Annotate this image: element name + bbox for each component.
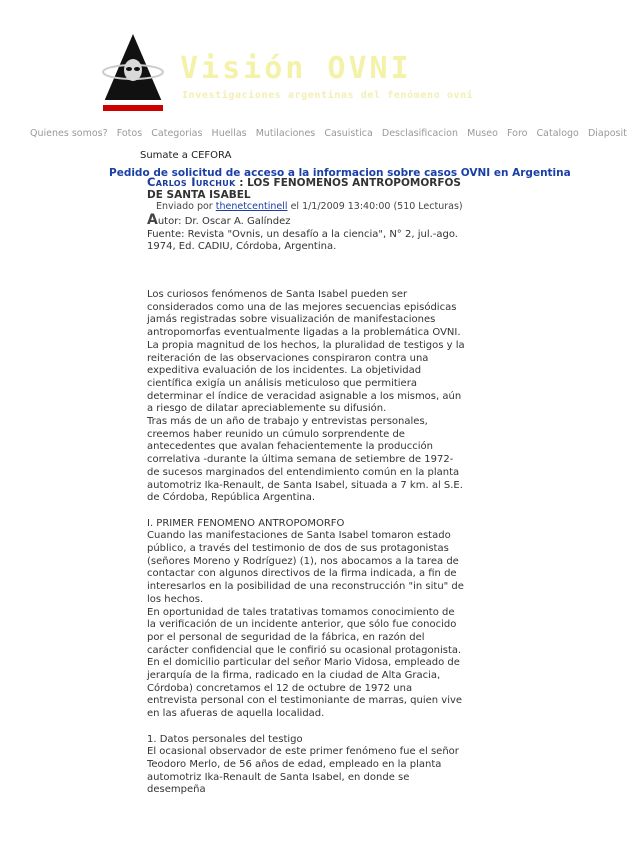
nav-item-categorias[interactable]: Categorias — [151, 128, 203, 139]
article-title-text: LOS FENOMENOS ANTROPOMORFOS DE SANTA ISABEL — [147, 177, 461, 201]
section-heading: I. PRIMER FENOMENO ANTROPOMORFO — [147, 517, 345, 529]
paragraph: La propia magnitud de los hechos, la pluralidad de testigos y la reiteración de las observaciones conspiraron contra una expeditiva evaluación de los incidentes. La objetividad científica exigía un análisis meticuloso que permitiera determinar el índice de veracidad asignable a los mismos, aún a riesgo de dilatar apreciablemente su difusión. — [147, 339, 465, 415]
spacer — [147, 505, 465, 518]
paragraph: En el domicilio particular del señor Mario Vidosa, empleado de jerarquía de la firma, radicado en la ciudad de Alta Gracia, Córdoba) concretamos el 12 de octubre de 1972 una entrevista personal con el testimoniante de marras, quien vive en las afueras de aquella localidad. — [147, 657, 463, 720]
news-marquee — [109, 161, 571, 179]
paragraph: Tras más de un año de trabajo y entrevistas personales, creemos haber reunido un cúmulo sorprendente de antecedentes que avalan fehacientemente la producción correlativa -durante la última semana de setiembre de 1972- de sucesos marginados del entendimiento común en la planta automotriz Ika-Renault, de Santa Isabel, situada a 7 km. al S.E. de Córdoba, República Argentina. — [147, 416, 463, 504]
article-credits — [147, 214, 467, 254]
sumate-cefora-text: Sumate a CEFORA — [140, 150, 232, 161]
nav-item-mutilaciones[interactable]: Mutilaciones — [255, 128, 316, 139]
paragraph: El ocasional observador de este primer fenómeno fue el señor Teodoro Merlo, de 56 años de edad, empleado en la planta automotriz Ika-Renault de Santa Isabel, en donde se desempeña — [147, 746, 459, 796]
article-body — [147, 289, 465, 797]
article-author-link[interactable]: Carlos Iurchuk — [147, 175, 236, 189]
poster-user-link[interactable]: thenetcentinell — [215, 201, 288, 212]
nav-item-foro[interactable]: Foro — [507, 128, 528, 139]
nav-item-catalogo[interactable]: Catalogo — [536, 128, 579, 139]
site-subtitle: Investigaciones argentinas del fenómeno ovni — [182, 90, 474, 101]
paragraph: Los curiosos fenómenos de Santa Isabel pueden ser considerados como una de las mejores secuencias episódicas jamás registradas sobre visualización de manifestaciones antropomorfas eventualmente ligadas a la problemática OVNI. — [147, 289, 461, 339]
nav-item-museo[interactable]: Museo — [467, 128, 498, 139]
paragraph: Cuando las manifestaciones de Santa Isabel tomaron estado público, a través del testimonio de dos de sus protagonistas (señores Moreno y Rodríguez) (1), nos abocamos a la tarea de contactar con algunos directivos de la firma indicada, a fin de interesarlos en la posibilidad de una reconstrucción "in situ" de los hechos. — [147, 530, 464, 605]
credit-author: utor: Dr. Oscar A. Galíndez — [157, 216, 291, 227]
nav-item-quienes-somos[interactable]: Quienes somos? — [30, 128, 108, 139]
credit-source: Fuente: Revista "Ovnis, un desafío a la ciencia", N° 2, jul.-ago. 1974, Ed. CADIU, Córdoba, Argentina. — [147, 228, 458, 252]
article-meta — [156, 201, 463, 212]
spacer — [147, 721, 465, 734]
nav-item-diapositivas[interactable]: Diaposit — [587, 128, 627, 139]
site-header — [0, 0, 600, 118]
marquee-link[interactable]: Pedido de solicitud de acceso a la informacion sobre casos OVNI en Argentina — [109, 167, 571, 179]
meta-prefix: Enviado por — [156, 201, 213, 212]
paragraph: En oportunidad de tales tratativas tomamos conocimiento de la verificación de un incidente anterior, que sólo fue conocido por el personal de seguridad de la fábrica, en razón del carácter confidencial que le confirió su ocasional protagonista. — [147, 606, 462, 656]
title-separator: : — [235, 177, 248, 189]
nav-item-casuistica[interactable]: Casuistica — [324, 128, 373, 139]
main-nav — [0, 121, 627, 139]
nav-item-fotos[interactable]: Fotos — [116, 128, 143, 139]
site-logo[interactable] — [101, 32, 165, 112]
nav-item-desclasificacion[interactable]: Desclasificacion — [381, 128, 458, 139]
meta-suffix: el 1/1/2009 13:40:00 (510 Lecturas) — [290, 201, 463, 212]
credit-author-line — [147, 214, 467, 229]
dropcap: A — [147, 212, 158, 228]
nav-item-huellas[interactable]: Huellas — [211, 128, 247, 139]
subsection-heading: 1. Datos personales del testigo — [147, 733, 303, 745]
article-title — [147, 176, 467, 201]
site-title[interactable]: Visión OVNI — [180, 51, 412, 86]
